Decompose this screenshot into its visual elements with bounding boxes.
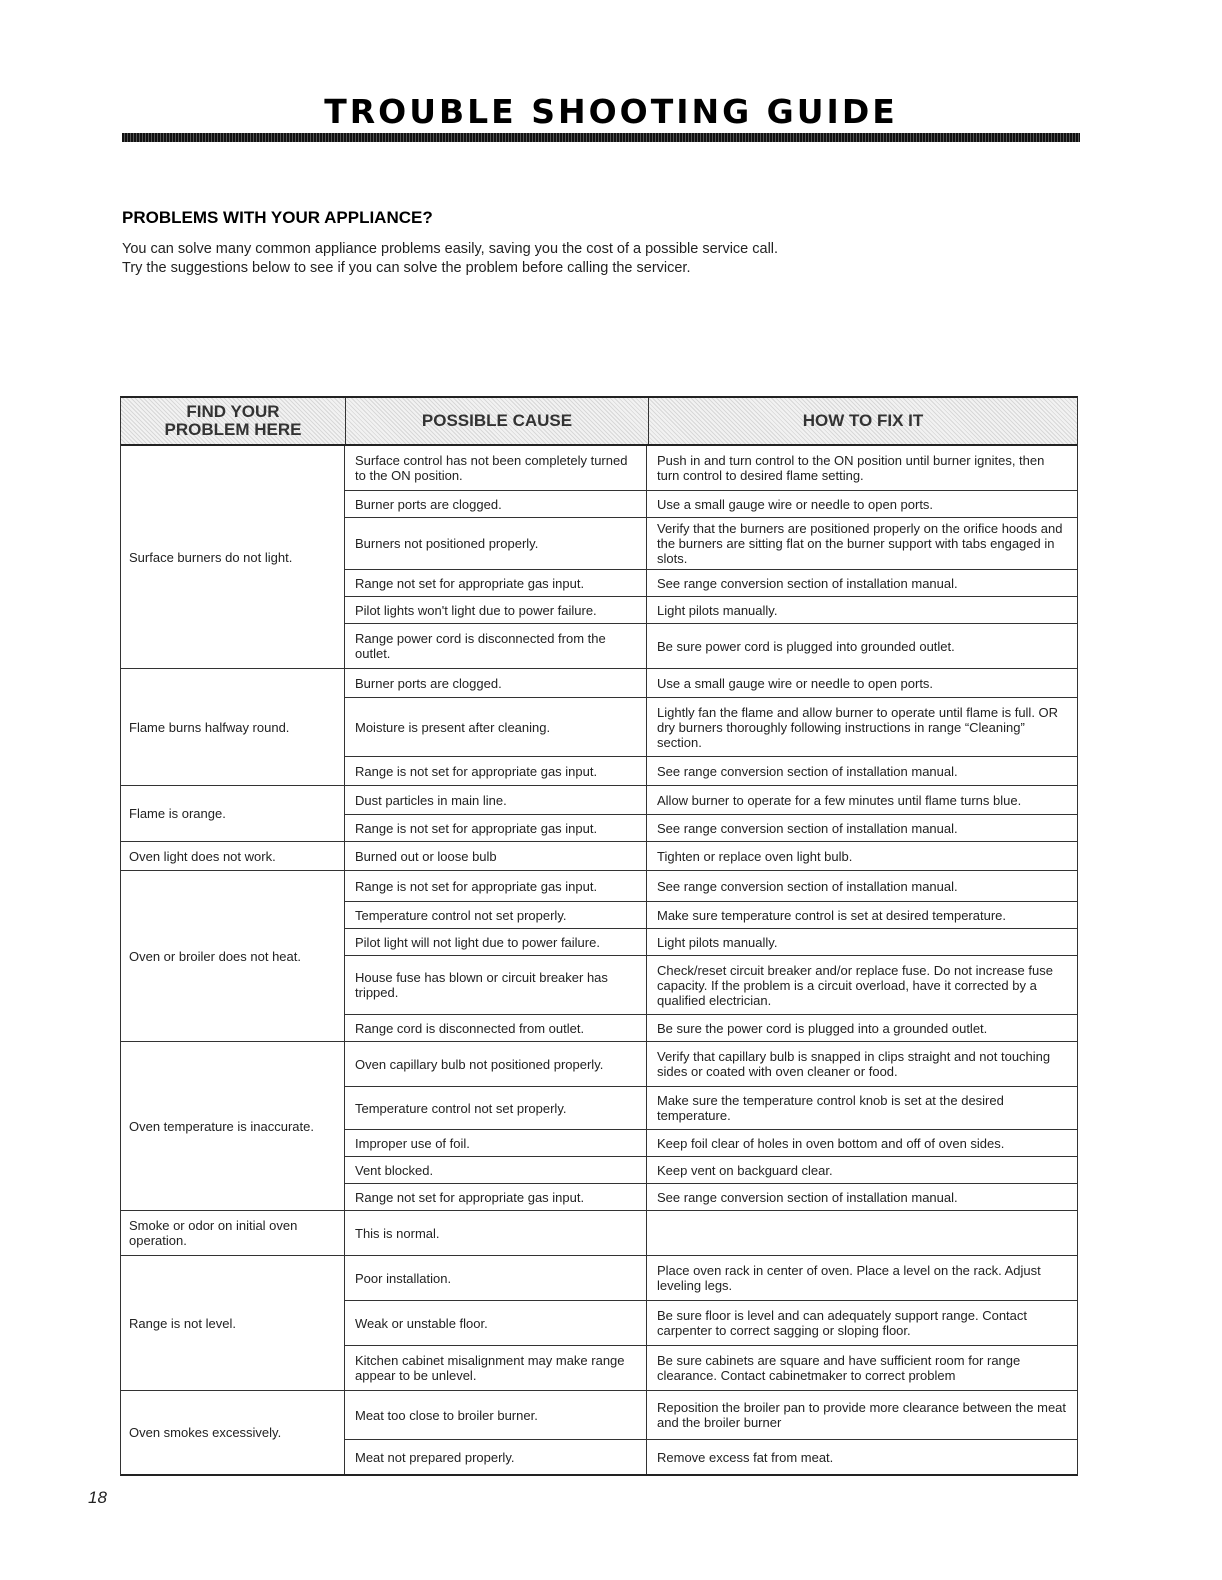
cause-cell: This is normal.: [345, 1211, 647, 1255]
cause-fix-rows: [345, 1391, 1077, 1474]
table-header: [121, 398, 1077, 446]
problem-group: [121, 446, 1077, 669]
fix-cell: See range conversion section of installation manual.: [657, 820, 958, 836]
page-number: 18: [88, 1488, 107, 1507]
fix-cell: [647, 1211, 1077, 1255]
fix-cell: Remove excess fat from meat.: [657, 1449, 834, 1465]
table-row: [345, 698, 1077, 757]
header-problem: FIND YOUR PROBLEM HERE: [121, 398, 346, 444]
cause-cell: Range is not set for appropriate gas input.: [345, 815, 647, 841]
table-row: [345, 1015, 1077, 1041]
cause-cell: Range cord is disconnected from outlet.: [345, 1015, 647, 1041]
fix-cell: See range conversion section of installation manual.: [657, 763, 958, 779]
table-row: [345, 1391, 1077, 1440]
table-row: [345, 757, 1077, 785]
cause-fix-rows: [345, 842, 1077, 870]
fix-cell: Use a small gauge wire or needle to open ports.: [657, 675, 934, 691]
problem-cell: Smoke or odor on initial oven operation.: [121, 1211, 345, 1255]
problem-cell: Oven light does not work.: [121, 842, 345, 870]
table-body: [121, 446, 1077, 1474]
problem-cell: Surface burners do not light.: [121, 446, 345, 668]
fix-cell: Verify that the burners are positioned properly on the orifice hoods and the burners are sitting flat on the burner support with tabs engaged in slots.: [657, 521, 1063, 566]
cause-cell: Moisture is present after cleaning.: [345, 698, 647, 756]
cause-cell: Range power cord is disconnected from the outlet.: [345, 624, 647, 668]
troubleshooting-table: [120, 396, 1078, 1476]
problem-group: [121, 669, 1077, 786]
cause-cell: Oven capillary bulb not positioned properly.: [345, 1042, 647, 1086]
table-row: [345, 902, 1077, 929]
cause-cell: Weak or unstable floor.: [345, 1301, 647, 1345]
fix-cell: See range conversion section of installation manual.: [657, 878, 958, 894]
problem-cell: Oven or broiler does not heat.: [121, 871, 345, 1041]
table-row: [345, 1256, 1077, 1301]
cause-cell: Pilot lights won't light due to power failure.: [345, 597, 647, 623]
problem-cell: Oven smokes excessively.: [121, 1391, 345, 1474]
table-row: [345, 624, 1077, 668]
fix-cell: Place oven rack in center of oven. Place a level on the rack. Adjust leveling legs.: [657, 1263, 1041, 1293]
cause-cell: Poor installation.: [345, 1256, 647, 1300]
table-row: [345, 446, 1077, 491]
fix-cell: Make sure temperature control is set at desired temperature.: [657, 907, 1006, 923]
fix-cell: Light pilots manually.: [657, 934, 778, 950]
cause-cell: Meat too close to broiler burner.: [345, 1391, 647, 1439]
problem-group: [121, 786, 1077, 842]
cause-cell: Burner ports are clogged.: [345, 491, 647, 517]
fix-cell: See range conversion section of installation manual.: [657, 575, 958, 591]
fix-cell: Allow burner to operate for a few minutes until flame turns blue.: [657, 792, 1022, 808]
cause-cell: Range is not set for appropriate gas input.: [345, 757, 647, 785]
cause-cell: Surface control has not been completely turned to the ON position.: [345, 446, 647, 490]
problem-group: [121, 1256, 1077, 1391]
cause-fix-rows: [345, 669, 1077, 785]
intro-line-1: You can solve many common appliance problems easily, saving you the cost of a possible service call.: [122, 241, 779, 257]
cause-fix-rows: [345, 1042, 1077, 1210]
cause-cell: Improper use of foil.: [345, 1130, 647, 1156]
header-cause: POSSIBLE CAUSE: [346, 398, 649, 444]
cause-fix-rows: [345, 871, 1077, 1041]
cause-cell: Temperature control not set properly.: [345, 1087, 647, 1129]
cause-cell: Range not set for appropriate gas input.: [345, 570, 647, 596]
table-row: [345, 1130, 1077, 1157]
table-row: [345, 871, 1077, 902]
cause-cell: Kitchen cabinet misalignment may make range appear to be unlevel.: [345, 1346, 647, 1390]
table-row: [345, 1346, 1077, 1390]
fix-cell: Lightly fan the flame and allow burner to operate until flame is full. OR dry burners thoroughly following instructions in range “Cleaning” section.: [657, 704, 1059, 750]
table-row: [345, 929, 1077, 956]
fix-cell: Tighten or replace oven light bulb.: [657, 848, 853, 864]
fix-cell: Be sure floor is level and can adequately support range. Contact carpenter to correct sagging or sloping floor.: [657, 1308, 1028, 1338]
table-row: [345, 815, 1077, 841]
table-row: [345, 1157, 1077, 1184]
cause-cell: Pilot light will not light due to power failure.: [345, 929, 647, 955]
cause-cell: Dust particles in main line.: [345, 786, 647, 814]
table-row: [345, 1301, 1077, 1346]
problem-group: [121, 871, 1077, 1042]
fix-cell: Check/reset circuit breaker and/or replace fuse. Do not increase fuse capacity. If the problem is a circuit overload, have it corrected by a qualified electrician.: [657, 962, 1053, 1008]
table-row: [345, 1440, 1077, 1474]
problem-cell: Flame burns halfway round.: [121, 669, 345, 785]
fix-cell: Be sure power cord is plugged into grounded outlet.: [657, 638, 955, 654]
cause-cell: House fuse has blown or circuit breaker has tripped.: [345, 956, 647, 1014]
fix-cell: Reposition the broiler pan to provide more clearance between the meat and the broiler burner: [657, 1400, 1067, 1430]
table-row: [345, 669, 1077, 698]
section-heading: PROBLEMS WITH YOUR APPLIANCE?: [122, 208, 433, 227]
problem-cell: Range is not level.: [121, 1256, 345, 1390]
title-rule: [122, 133, 1080, 142]
fix-cell: Be sure cabinets are square and have sufficient room for range clearance. Contact cabinetmaker to correct problem: [657, 1353, 1021, 1383]
fix-cell: Keep foil clear of holes in oven bottom and off of oven sides.: [657, 1135, 1005, 1151]
intro-text: [122, 240, 778, 278]
table-row: [345, 1087, 1077, 1130]
table-row: [345, 1184, 1077, 1210]
cause-cell: Meat not prepared properly.: [345, 1440, 647, 1474]
table-row: [345, 570, 1077, 597]
table-row: [345, 786, 1077, 815]
fix-cell: Make sure the temperature control knob is set at the desired temperature.: [657, 1093, 1004, 1123]
cause-fix-rows: [345, 446, 1077, 668]
table-row: [345, 597, 1077, 624]
cause-cell: Burned out or loose bulb: [345, 842, 647, 870]
page-title: TROUBLE SHOOTING GUIDE: [324, 92, 898, 131]
cause-cell: Range is not set for appropriate gas input.: [345, 871, 647, 901]
problem-cell: Oven temperature is inaccurate.: [121, 1042, 345, 1210]
problem-cell: Flame is orange.: [121, 786, 345, 841]
fix-cell: See range conversion section of installation manual.: [657, 1189, 958, 1205]
problem-group: [121, 842, 1077, 871]
table-row: [345, 1042, 1077, 1087]
table-row: [345, 1211, 1077, 1255]
cause-cell: Vent blocked.: [345, 1157, 647, 1183]
cause-cell: Burners not positioned properly.: [345, 518, 647, 569]
problem-group: [121, 1391, 1077, 1474]
cause-fix-rows: [345, 786, 1077, 841]
fix-cell: Push in and turn control to the ON position until burner ignites, then turn control to desired flame setting.: [657, 453, 1045, 483]
problem-group: [121, 1042, 1077, 1211]
fix-cell: Light pilots manually.: [657, 602, 778, 618]
fix-cell: Use a small gauge wire or needle to open ports.: [657, 496, 934, 512]
problem-group: [121, 1211, 1077, 1256]
table-row: [345, 518, 1077, 570]
cause-fix-rows: [345, 1256, 1077, 1390]
cause-fix-rows: [345, 1211, 1077, 1255]
fix-cell: Keep vent on backguard clear.: [657, 1162, 833, 1178]
cause-cell: Burner ports are clogged.: [345, 669, 647, 697]
intro-line-2: Try the suggestions below to see if you can solve the problem before calling the servicer.: [122, 260, 691, 276]
header-fix: HOW TO FIX IT: [802, 411, 924, 430]
fix-cell: Verify that capillary bulb is snapped in clips straight and not touching sides or coated with oven cleaner or food.: [657, 1049, 1051, 1079]
fix-cell: Be sure the power cord is plugged into a grounded outlet.: [657, 1020, 988, 1036]
table-row: [345, 491, 1077, 518]
table-row: [345, 956, 1077, 1015]
cause-cell: Temperature control not set properly.: [345, 902, 647, 928]
table-row: [345, 842, 1077, 870]
cause-cell: Range not set for appropriate gas input.: [345, 1184, 647, 1210]
